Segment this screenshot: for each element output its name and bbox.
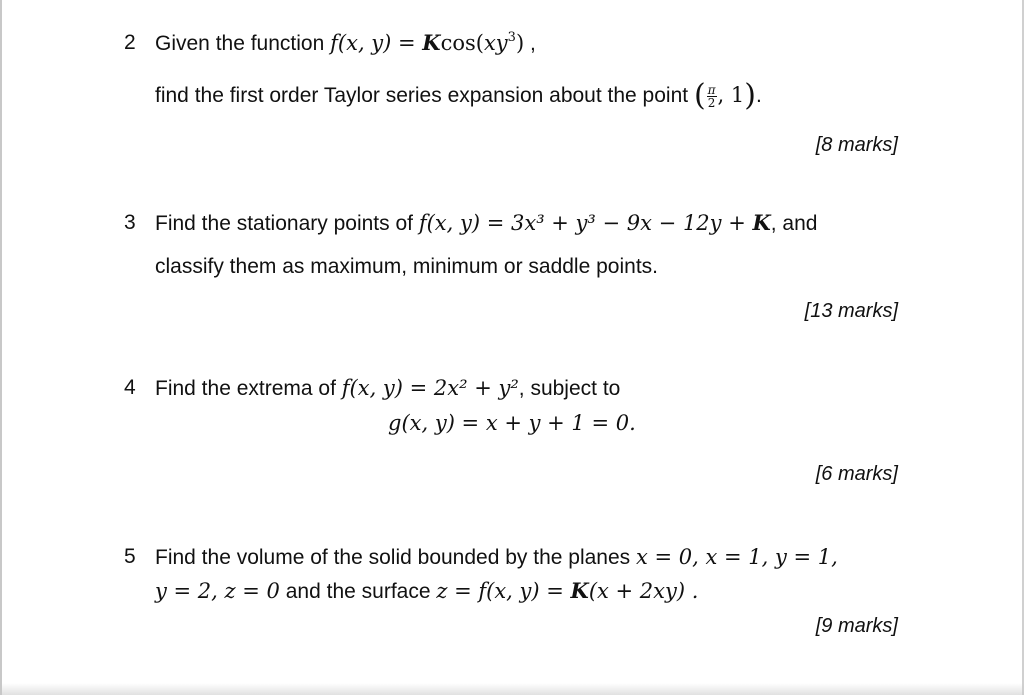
question-punctuation: . (755, 84, 762, 107)
marks-label: [8 marks] (815, 134, 898, 156)
question-4-constraint (388, 409, 636, 438)
fraction-denominator: 2 (707, 95, 716, 110)
question-3-line-2 (155, 253, 658, 281)
marks-label: [9 marks] (815, 615, 898, 637)
math-expression: y = 2, z = 0 (155, 579, 280, 603)
math-expression: (x + 2xy) . (588, 579, 699, 603)
question-text-suffix: , subject to (518, 377, 621, 400)
math-fraction (707, 84, 717, 109)
question-punctuation: , (524, 32, 536, 55)
math-constant-k: K (570, 578, 589, 603)
page-bottom-shadow (0, 683, 1024, 695)
page-left-border (0, 0, 2, 695)
math-close-paren: ) (744, 78, 756, 113)
question-text: Given the function (155, 32, 325, 55)
math-expression: x = 0, x = 1, y = 1, (636, 545, 838, 569)
fraction-numerator: π (707, 82, 716, 97)
question-3-line-1 (155, 209, 817, 238)
math-cos: cos( (440, 31, 484, 55)
question-text: and the surface (285, 580, 431, 603)
math-xy: xy (483, 31, 508, 55)
question-text: find the first order Taylor series expansion about the point (155, 84, 689, 107)
math-function-name: f (330, 31, 338, 55)
marks-label: [6 marks] (815, 463, 898, 485)
math-open-paren: ( (693, 78, 706, 113)
question-text: Find the extrema of (155, 377, 336, 400)
question-2-line-1 (155, 29, 536, 58)
question-5-line-2 (155, 577, 698, 606)
question-5-line-1 (155, 543, 838, 572)
question-number: 5 (124, 545, 136, 568)
math-exponent: 3 (507, 30, 516, 45)
math-close-paren: ) (515, 31, 525, 55)
marks-label: [13 marks] (804, 300, 898, 322)
math-expression: z = f(x, y) = (436, 579, 571, 603)
math-point-rest: , 1 (717, 83, 745, 107)
question-number: 3 (124, 211, 136, 234)
math-args: (x, y) = (337, 31, 423, 55)
question-text: Find the stationary points of (155, 212, 413, 235)
math-expression: f(x, y) = 3x³ + y³ − 9x − 12y + (418, 211, 753, 235)
math-constraint: g(x, y) = x + y + 1 = 0. (388, 411, 636, 435)
question-number: 2 (124, 31, 136, 54)
question-4-line-1 (155, 374, 620, 403)
question-text: classify them as maximum, minimum or saddle points. (155, 255, 658, 278)
question-text: Find the volume of the solid bounded by the planes (155, 546, 631, 569)
question-number: 4 (124, 376, 136, 399)
math-expression: f(x, y) = 2x² + y² (341, 376, 519, 400)
question-text-suffix: , and (770, 212, 818, 235)
math-constant-k: K (752, 210, 771, 235)
math-constant-k: K (422, 30, 441, 55)
question-2-line-2 (155, 78, 762, 113)
